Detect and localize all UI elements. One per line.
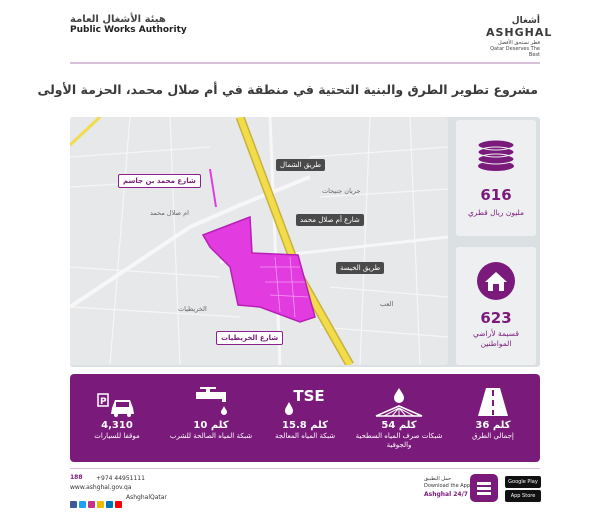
map-graphic [70, 117, 448, 365]
potable-water-value: 10 كلم [193, 420, 229, 431]
parking-label: موقفا للسيارات [94, 432, 140, 440]
ashghal-logo [486, 16, 553, 58]
callout-mohammed-bin-jassim-street: شارع محمد بن جاسم [118, 174, 201, 188]
potable-water-label: شبكة المياه الصالحة للشرب [169, 432, 253, 440]
stat-card-plots [456, 247, 536, 365]
tse-label: شبكة المياه المعالجة [274, 432, 336, 440]
area-label-umm-salal-mohammed: ام صلال محمد [150, 209, 189, 217]
budget-label: مليون ريال قطري [467, 208, 525, 217]
area-label-al-kharaitiyat: الخريطيات [178, 305, 207, 313]
infrastructure-features-band [70, 374, 540, 462]
plots-value: 623 [480, 309, 512, 327]
download-app-arabic: حمل التطبيق [424, 476, 452, 482]
website-link[interactable]: www.ashghal.gov.qa [70, 484, 132, 491]
svg-text:P: P [100, 397, 107, 407]
feature-potable-water [166, 374, 256, 462]
app-store-button[interactable]: App Store [505, 490, 541, 502]
feature-roads [448, 374, 538, 462]
feature-parking [72, 374, 162, 462]
parking-car-icon [72, 386, 162, 418]
callout-umm-salal-mohammed-street: شارع أم صلال محمد [296, 214, 364, 226]
drainage-icon [354, 386, 444, 418]
tse-value: 15.8 كلم [282, 420, 328, 431]
parking-value: 4,310 [101, 420, 133, 431]
header-divider [70, 62, 540, 64]
drainage-label: شبكات صرف المياه السطحية والجوفية [355, 432, 443, 449]
callout-north-road: طريق الشمال [276, 159, 325, 171]
page-title: مشروع تطوير الطرق والبنية التحتية في منطقة في أم صلال محمد، الحزمة الأولى [37, 82, 538, 97]
logo-tagline: قطر تستحق الأفضل Qatar Deserves The Best [490, 40, 540, 58]
roads-label: إجمالي الطرق [472, 432, 514, 440]
phone-number: +974 44951111 [96, 475, 145, 482]
google-play-button[interactable]: Google Play [505, 476, 541, 488]
project-map [70, 117, 448, 365]
org-name-arabic: هيئة الأشغال العامة [70, 14, 166, 25]
ashghal-app-icon [470, 474, 498, 502]
budget-value: 616 [480, 186, 512, 204]
house-icon [476, 261, 516, 301]
road-icon [448, 386, 538, 418]
stat-card-budget [456, 120, 536, 236]
download-app-english: Download the App [424, 483, 471, 489]
tse-icon-text: TSE [293, 387, 325, 405]
area-label-al-ebb: العب [380, 300, 394, 308]
water-tap-icon [166, 386, 256, 418]
app-name: Ashghal 24/7 [424, 491, 468, 498]
callout-al-khaisa-road: طريق الخيسة [336, 262, 384, 274]
roads-value: 36 كلم [475, 420, 511, 431]
feature-tse [260, 374, 350, 462]
org-name-english: Public Works Authority [70, 25, 187, 35]
plots-label: قسيمة لأراضي المواطنين [473, 329, 519, 348]
drainage-value: 54 كلم [381, 420, 417, 431]
tse-drop-icon [284, 402, 294, 416]
callout-al-kharaitiyat-street: شارع الخريطيات [216, 331, 283, 345]
hotline-number: 188 [70, 474, 83, 481]
feature-drainage [354, 374, 444, 462]
coins-icon [476, 134, 516, 172]
social-handle: AshghalQatar [126, 494, 167, 501]
footer-divider [70, 468, 540, 469]
logo-english: ASHGHAL [486, 26, 553, 39]
app-icon[interactable] [470, 474, 498, 502]
tse-icon [260, 386, 350, 418]
logo-arabic: أشغال [511, 16, 540, 26]
area-label-jeryan-jenaihat: جريان جنيحات [322, 187, 361, 195]
social-icons [70, 493, 124, 500]
